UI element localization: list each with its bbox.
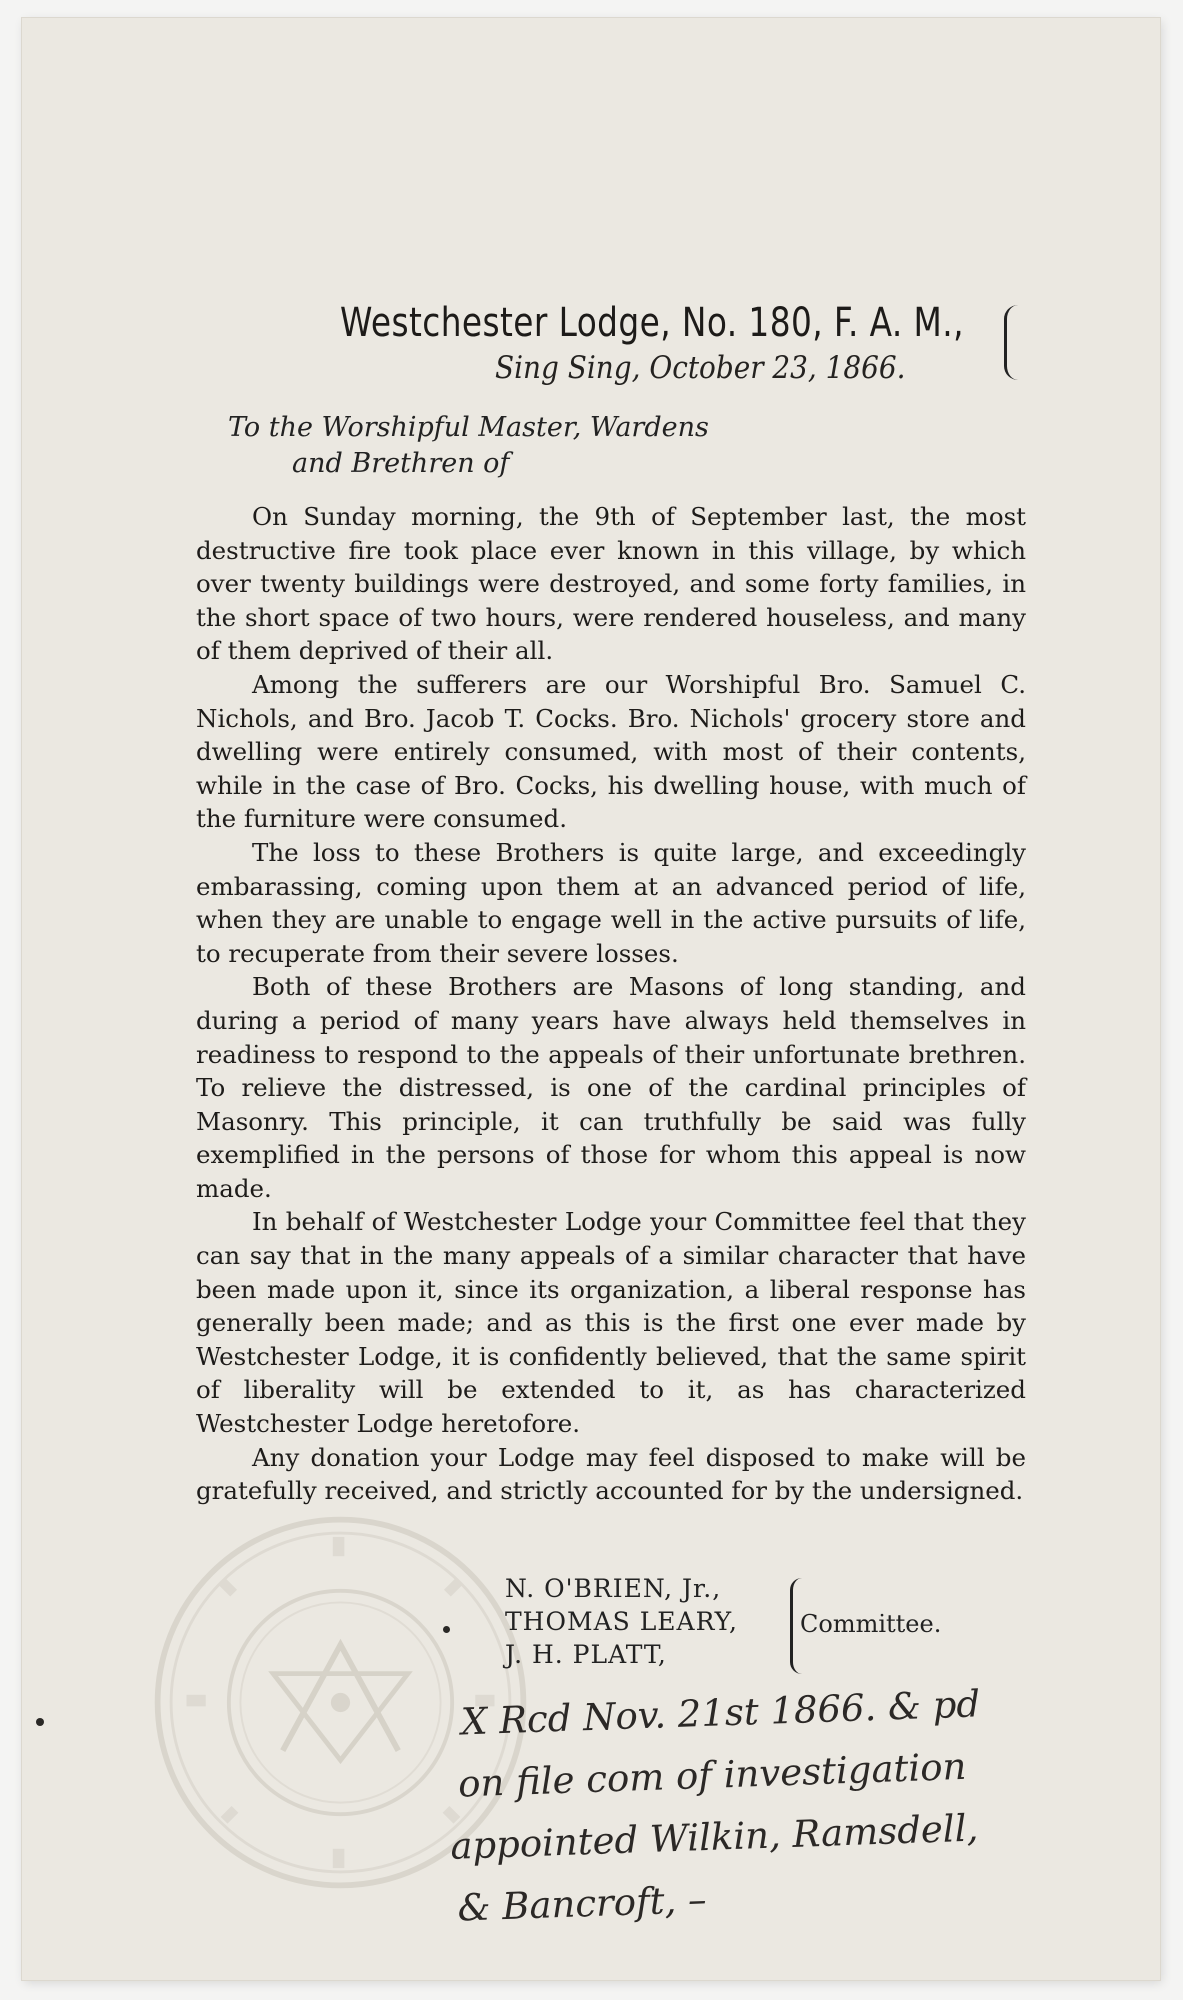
lodge-name: Westchester Lodge, No. 180, F. A. M., xyxy=(340,300,964,346)
salutation xyxy=(228,410,709,482)
paragraph: On Sunday morning, the 9th of September last, the most destructive fire took place ever known in this village, by which over twenty buildings were destroyed, and some forty families, in the short space of two hours, were rendered houseless, and many of them deprived of their all. xyxy=(196,502,1026,666)
salutation-line-1: To the Worshipful Master, Wardens xyxy=(228,412,709,443)
handwritten-line: X Rcd Nov. 21st 1866. & pd xyxy=(460,1682,981,1744)
ink-dot xyxy=(36,1718,44,1726)
signer-name: J. H. PLATT, xyxy=(505,1640,667,1669)
letterhead xyxy=(340,300,1040,386)
paragraph: The loss to these Brothers is quite large, and exceedingly embarassing, coming upon them at an advanced period of life, when they are unable to engage well in the active pursuits of life, to recuperate from their severe losses. xyxy=(196,837,1026,968)
salutation-line-2: and Brethren of xyxy=(292,448,510,479)
paragraph: Any donation your Lodge may feel disposed to make will be gratefully received, and strictly accounted for by the undersigned. xyxy=(196,1442,1026,1506)
place-and-date: Sing Sing, October 23, 1866. xyxy=(495,350,906,386)
committee-label: Committee. xyxy=(800,1610,942,1638)
letter-body xyxy=(196,500,1026,1508)
handwritten-line: & Bancroft, – xyxy=(456,1878,708,1930)
paragraph: Among the sufferers are our Worshipful Bro. Samuel C. Nichols, and Bro. Jacob T. Cocks. Bro. Nichols' grocery store and dwelling were entirely consumed, with most of their contents, while in the case of Bro. Cocks, his dwelling house, with much of the furniture were consumed. xyxy=(196,669,1026,834)
ink-dot xyxy=(443,1626,450,1633)
handwritten-line: appointed Wilkin, Ramsdell, xyxy=(449,1806,979,1868)
brace-icon xyxy=(1004,305,1021,380)
paragraph: Both of these Brothers are Masons of long standing, and during a period of many years have always held themselves in readiness to respond to the appeals of their unfortunate brethren. To relieve the distressed, is one of the cardinal principles of Masonry. This principle, it can truthfully be said was fully exemplified in the persons of those for whom this appeal is now made. xyxy=(196,972,1026,1203)
signer-name: N. O'BRIEN, Jr., xyxy=(505,1574,722,1603)
handwritten-note xyxy=(445,1668,1133,1940)
handwritten-line: on file com of investigation xyxy=(457,1744,967,1806)
signer-name: THOMAS LEARY, xyxy=(505,1607,738,1636)
signatories xyxy=(505,1572,738,1671)
paragraph: In behalf of Westchester Lodge your Committee feel that they can say that in the many appeals of a similar character that have been made upon it, since its organization, a liberal response has generally been made; and as this is the first one ever made by Westchester Lodge, it is confidently believed, that the same spirit of liberality will be extended to it, as has characterized Westchester Lodge heretofore. xyxy=(196,1207,1026,1439)
